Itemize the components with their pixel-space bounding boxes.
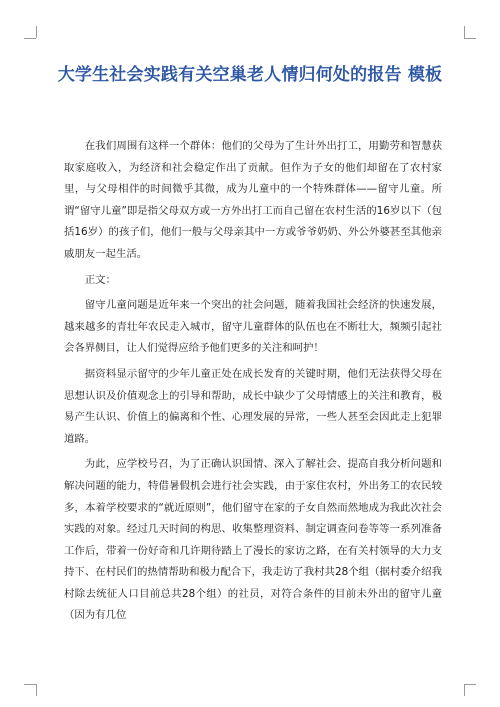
crop-mark-bottom-left-v (36, 684, 37, 696)
crop-mark-top-left-h (24, 38, 36, 39)
paragraph-intro: 在我们周围有这样一个群体：他们的父母为了生计外出打工，用勤劳和智慧获取家庭收入，为经济和社会稳定作出了贡献。但作为子女的他们却留在了农村家里，与父母相伴的时间微乎其微，成为儿童中的一个特殊群体——留守儿童。所谓“留守儿童”即是指父母双方或一方外出打工而自己留在农村生活的16岁以下（包括16岁）的孩子们，他们一般与父母亲其中一方或爷爷奶奶、外公外婆甚至其他亲戚朋友一起生活。 (64, 140, 442, 260)
crop-mark-bottom-left-h (24, 684, 36, 685)
crop-mark-top-left-v (36, 26, 37, 38)
crop-mark-bottom-right-h (464, 684, 476, 685)
crop-mark-top-right-v (464, 26, 465, 38)
paragraph-problem: 留守儿童问题是近年来一个突出的社会问题，随着我国社会经济的快速发展，越来越多的青壮年农民走入城市，留守儿童群体的队伍也在不断壮大，频频引起社会各界侧目，让人们觉得应给予他们更多的关注和呵护！ (64, 299, 442, 355)
paragraph-data: 据资料显示留守的少年儿童正处在成长发育的关键时期，他们无法获得父母在思想认识及价值观念上的引导和帮助，成长中缺少了父母情感上的关注和教育，极易产生认识、价值上的偏离和个性、心理发展的异常，一些人甚至会因此走上犯罪道路。 (64, 367, 442, 445)
crop-mark-bottom-right-v (464, 684, 465, 696)
crop-mark-top-right-h (464, 38, 476, 39)
paragraph-practice: 为此，应学校号召，为了正确认识国情、深入了解社会、提高自我分析问题和解决问题的能力，特借暑假机会进行社会实践，由于家住农村，外出务工的农民较多，本着学校要求的“就近原则”，他们留守在家的子女自然而然地成为我此次社会实践的对象。经过几天时间的构思、收集整理资料、制定调查问卷等等一系列准备工作后，带着一份好奇和几许期待踏上了漫长的家访之路，在有关村领导的大力支持下、在村民们的热情帮助和极力配合下，我走访了我村共28个组（据村委介绍我村除去统征人口目前总共28个组）的社员，对符合条件的目前未外出的留守儿童（因为有几位 (64, 458, 442, 622)
document-body (64, 136, 442, 631)
document-title: 大学生社会实践有关空巢老人情归何处的报告 模板 (57, 65, 443, 85)
paragraph-main-text-label: 正文： (84, 273, 116, 286)
